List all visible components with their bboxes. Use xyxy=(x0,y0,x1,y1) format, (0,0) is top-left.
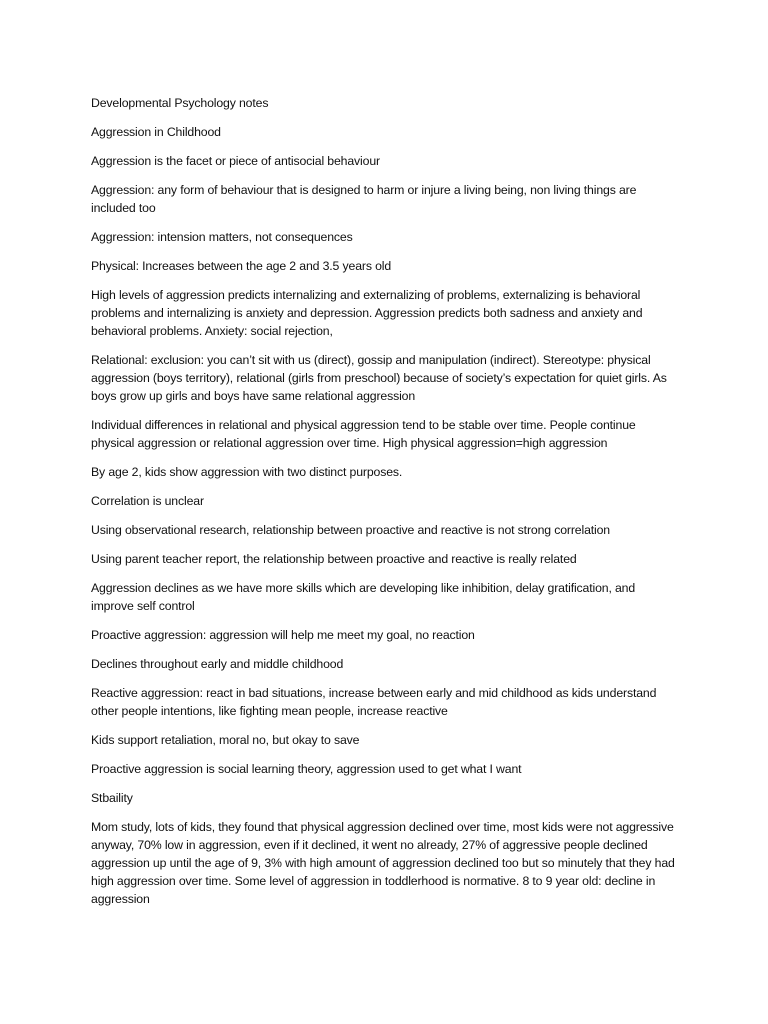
paragraph: Relational: exclusion: you can’t sit with us (direct), gossip and manipulation (indirect). Stereotype: physical aggression (boys territory), relational (girls from preschool) because of society’s expectation for quiet girls. As boys grow up girls and boys have same relational aggression xyxy=(91,353,667,403)
paragraph: By age 2, kids show aggression with two distinct purposes. xyxy=(91,465,403,479)
paragraph: Aggression is the facet or piece of antisocial behaviour xyxy=(91,154,380,168)
paragraph: Reactive aggression: react in bad situations, increase between early and mid childhood as kids understand other people intentions, like fighting mean people, increase reactive xyxy=(91,686,657,718)
paragraph: High levels of aggression predicts internalizing and externalizing of problems, externalizing is behavioral problems and internalizing is anxiety and depression. Aggression predicts both sadness and anxiety and behavioral problems. Anxiety: social rejection, xyxy=(91,288,643,338)
paragraph: Mom study, lots of kids, they found that physical aggression declined over time, most kids were not aggressive anyway, 70% low in aggression, even if it declined, it went no already, 27% of aggressive people declined aggression up until the age of 9, 3% with high amount of aggression declined too but so minutely that they had high aggression over time. Some level of aggression in toddlerhood is normative. 8 to 9 year old: decline in aggression xyxy=(91,820,675,906)
paragraph: Kids support retaliation, moral no, but okay to save xyxy=(91,733,360,747)
paragraph: Using parent teacher report, the relationship between proactive and reactive is really related xyxy=(91,552,577,566)
section-heading: Stbaility xyxy=(91,791,133,805)
paragraph: Proactive aggression is social learning theory, aggression used to get what I want xyxy=(91,762,522,776)
paragraph: Using observational research, relationship between proactive and reactive is not strong correlation xyxy=(91,523,610,537)
paragraph: Physical: Increases between the age 2 and 3.5 years old xyxy=(91,259,392,273)
paragraph: Proactive aggression: aggression will help me meet my goal, no reaction xyxy=(91,628,475,642)
document-title: Developmental Psychology notes xyxy=(91,96,269,110)
paragraph: Individual differences in relational and physical aggression tend to be stable over time. People continue physical aggression or relational aggression over time. High physical aggression=high aggression xyxy=(91,418,636,450)
section-heading: Aggression in Childhood xyxy=(91,125,221,139)
paragraph: Aggression: any form of behaviour that is designed to harm or injure a living being, non living things are included too xyxy=(91,183,637,215)
paragraph: Correlation is unclear xyxy=(91,494,204,508)
paragraph: Declines throughout early and middle childhood xyxy=(91,657,344,671)
paragraph: Aggression declines as we have more skills which are developing like inhibition, delay gratification, and improve self control xyxy=(91,581,636,613)
document-page xyxy=(91,94,681,919)
paragraph: Aggression: intension matters, not consequences xyxy=(91,230,353,244)
